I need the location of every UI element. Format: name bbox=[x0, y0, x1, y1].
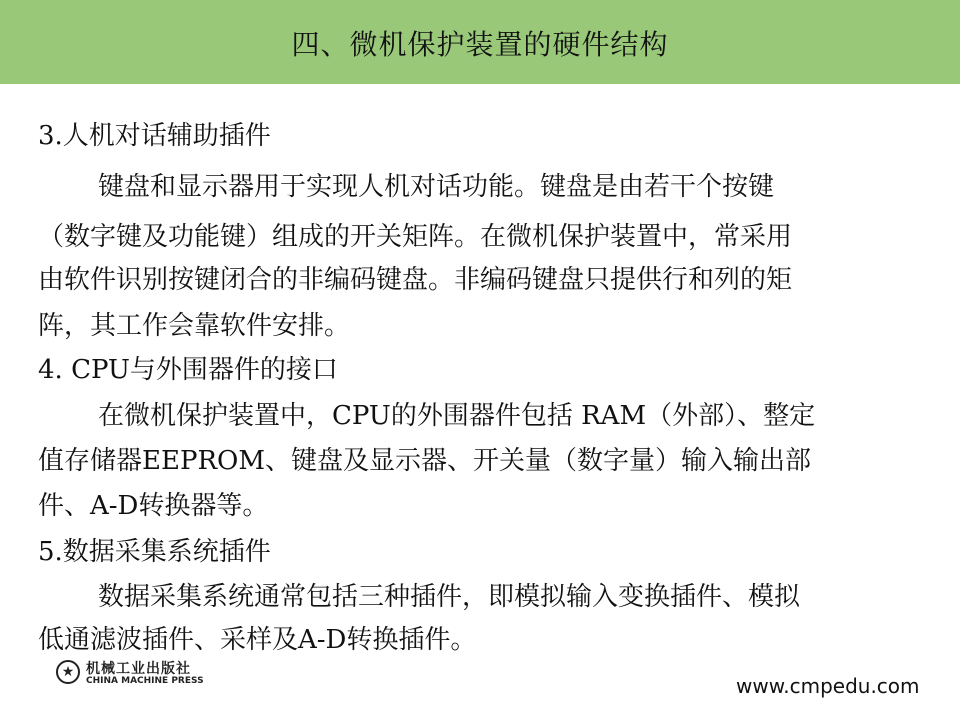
paragraph-line: （数字键及功能键）组成的开关矩阵。在微机保护装置中，常采用 bbox=[38, 222, 793, 252]
website-url: www.cmpedu.com bbox=[736, 674, 920, 698]
paragraph-line: 键盘和显示器用于实现人机对话功能。键盘是由若干个按键 bbox=[98, 172, 775, 202]
paragraph-line: 由软件识别按键闭合的非编码键盘。非编码键盘只提供行和列的矩 bbox=[38, 265, 793, 295]
star-seal-icon: ★ bbox=[56, 660, 80, 684]
logo-english-name: CHINA MACHINE PRESS bbox=[86, 676, 204, 686]
heading-cpu-interface: 4. CPU与外围器件的接口 bbox=[38, 355, 338, 385]
heading-data-acquisition: 5.数据采集系统插件 bbox=[38, 537, 271, 567]
paragraph-line: 值存储器EEPROM、键盘及显示器、开关量（数字量）输入输出部 bbox=[38, 446, 811, 476]
paragraph-line: 在微机保护装置中，CPU的外围器件包括 RAM（外部）、整定 bbox=[98, 401, 816, 431]
paragraph-line: 件、A-D转换器等。 bbox=[38, 491, 269, 521]
paragraph-line: 低通滤波插件、采样及A-D转换插件。 bbox=[38, 625, 477, 655]
logo-chinese-name: 机械工业出版社 bbox=[86, 661, 191, 677]
publisher-logo bbox=[56, 660, 226, 690]
heading-hmi-plugin: 3.人机对话辅助插件 bbox=[38, 121, 271, 151]
page-title: 四、微机保护装置的硬件结构 bbox=[291, 28, 669, 61]
paragraph-line: 数据采集系统通常包括三种插件，即模拟输入变换插件、模拟 bbox=[98, 582, 801, 612]
paragraph-line: 阵，其工作会靠软件安排。 bbox=[38, 311, 351, 341]
